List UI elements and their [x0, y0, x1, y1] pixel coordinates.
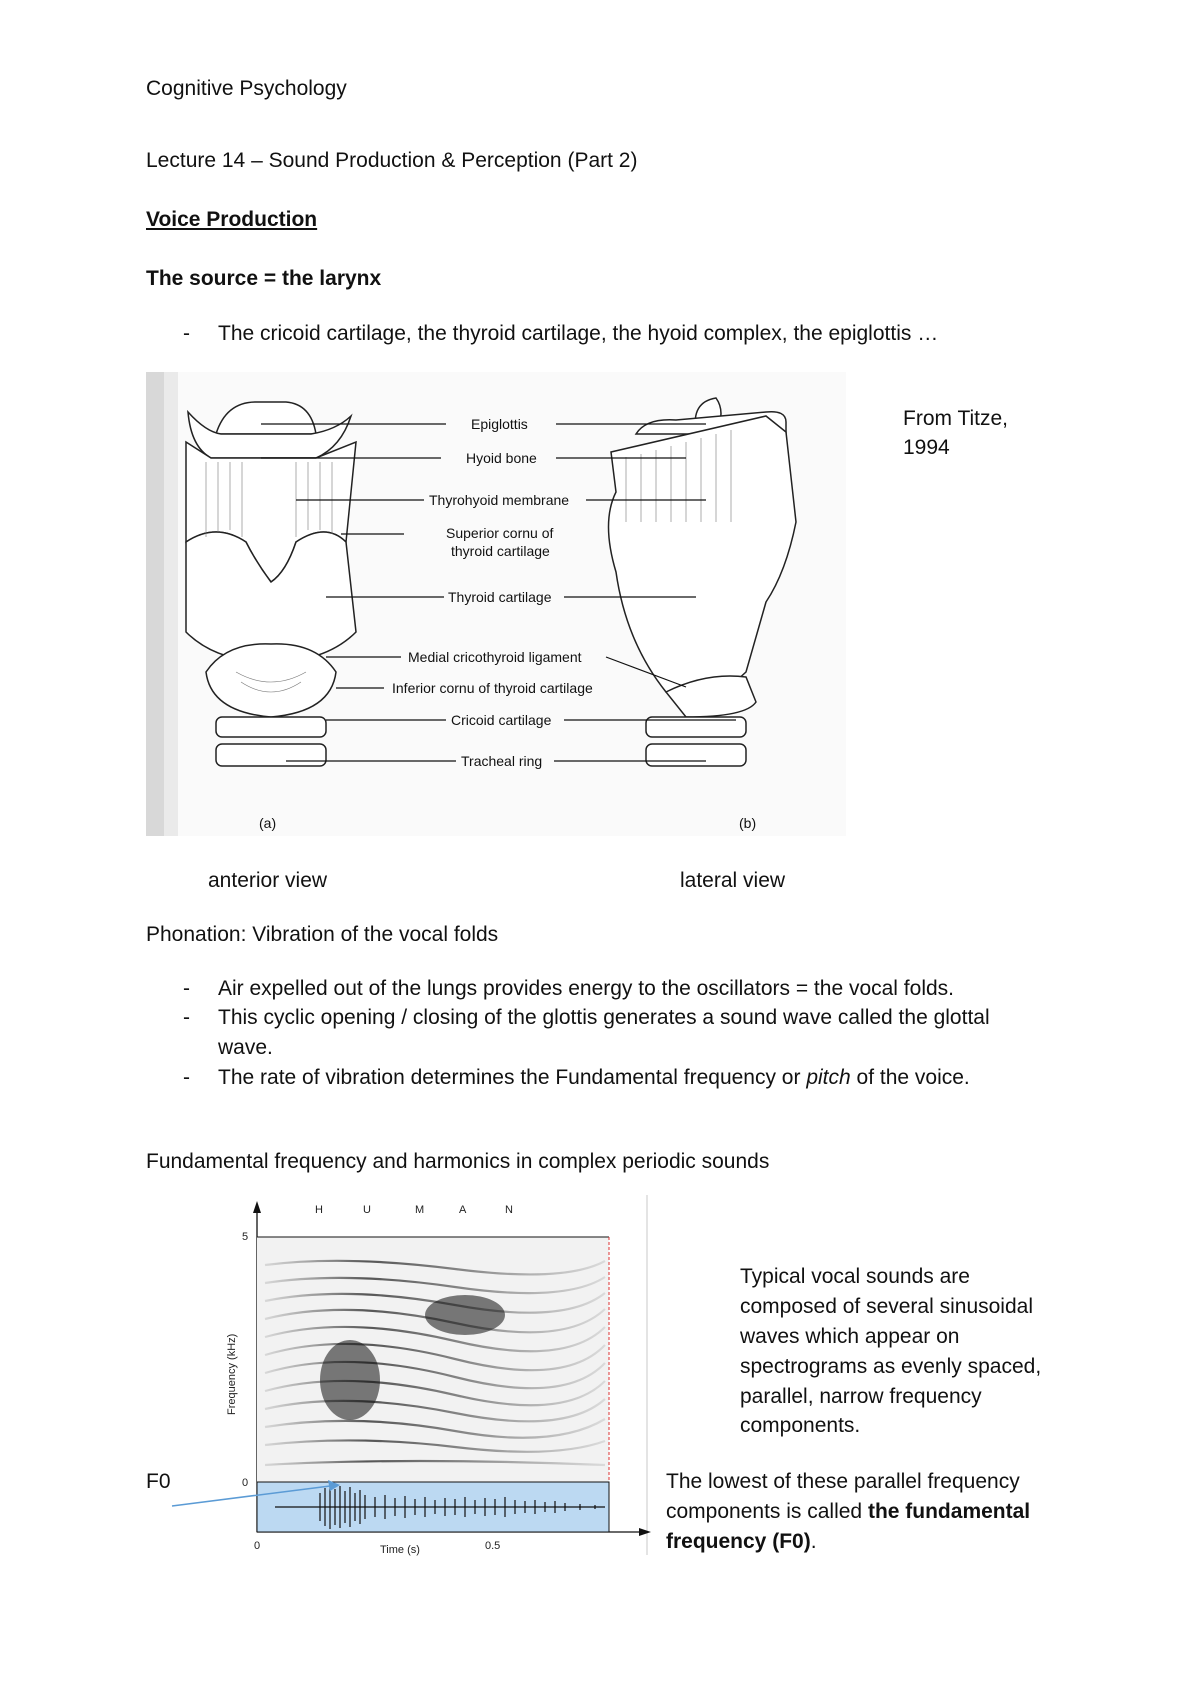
label-hyoid-bone: Hyoid bone: [466, 450, 537, 466]
course-title: Cognitive Psychology: [146, 77, 347, 100]
lowest-line2-text: components is called: [666, 1500, 863, 1523]
y-tick-5: 5: [242, 1231, 249, 1243]
description-line3: waves which appear on: [740, 1325, 960, 1348]
label-inferior-cornu: Inferior cornu of thyroid cartilage: [392, 680, 593, 696]
f0-label: F0: [146, 1470, 171, 1493]
bullet-glottal-wave: This cyclic opening / closing of the glottis generates a sound wave called the glottal: [218, 1006, 990, 1029]
x-axis-label: Time (s): [380, 1544, 420, 1556]
x-axis-arrow: [639, 1528, 651, 1536]
label-epiglottis: Epiglottis: [471, 416, 528, 432]
bullet-rate-of-vibration: [218, 1063, 1048, 1093]
y-axis-arrow: [253, 1201, 261, 1213]
description-line2: composed of several sinusoidal: [740, 1295, 1033, 1318]
letter-h: H: [315, 1204, 323, 1216]
label-thyroid-cartilage: Thyroid cartilage: [448, 589, 552, 605]
bullet-larynx-parts: The cricoid cartilage, the thyroid cartilage, the hyoid complex, the epiglottis …: [218, 322, 939, 345]
rate-text-end: of the voice.: [856, 1066, 970, 1089]
bullet-glottal-wave-cont: wave.: [218, 1036, 273, 1059]
figure-source-line1: From Titze,: [903, 407, 1009, 430]
lowest-line2-bold: the fundamental: [867, 1500, 1031, 1523]
label-superior-cornu-2: thyroid cartilage: [451, 543, 550, 559]
label-thyrohyoid-membrane: Thyrohyoid membrane: [429, 492, 570, 508]
label-tracheal-ring: Tracheal ring: [461, 753, 543, 769]
lowest-line2: [666, 1497, 1030, 1527]
section-title: Voice Production: [146, 208, 318, 231]
bullet-dash: -: [183, 1006, 190, 1029]
rate-text: The rate of vibration determines the Fundamental frequency or: [218, 1066, 801, 1089]
letter-m: M: [415, 1204, 425, 1216]
letter-a: A: [459, 1204, 467, 1216]
figure-source-line2: 1994: [903, 436, 950, 459]
label-medial-cricothyroid-ligament: Medial cricothyroid ligament: [408, 649, 582, 665]
larynx-figure: [146, 372, 846, 836]
caption-anterior-view: anterior view: [208, 869, 328, 892]
description-line4: spectrograms as evenly spaced,: [740, 1355, 1042, 1378]
bullet-air-expelled: Air expelled out of the lungs provides energy to the oscillators = the vocal folds.: [218, 977, 955, 1000]
fundamental-title: Fundamental frequency and harmonics in complex periodic sounds: [146, 1150, 770, 1173]
lowest-line3: [666, 1527, 817, 1557]
description-line5: parallel, narrow frequency: [740, 1385, 982, 1408]
x-tick-0: 0: [254, 1540, 261, 1552]
f0-arrow: [170, 1476, 350, 1516]
label-cricoid-cartilage: Cricoid cartilage: [451, 712, 552, 728]
lowest-line1: The lowest of these parallel frequency: [666, 1470, 1020, 1493]
bullet-dash: -: [183, 1066, 190, 1089]
x-tick-0-5: 0.5: [485, 1540, 501, 1552]
bullet-dash: -: [183, 322, 190, 345]
lowest-line3-bold: frequency (F0): [666, 1530, 811, 1553]
bullet-dash: -: [183, 977, 190, 1000]
y-axis-label: Frequency (kHz): [226, 1333, 238, 1415]
phonation-title: Phonation: Vibration of the vocal folds: [146, 923, 499, 946]
label-panel-b: (b): [739, 815, 757, 831]
lowest-line3-end: .: [810, 1530, 817, 1553]
label-superior-cornu-1: Superior cornu of: [446, 525, 554, 541]
y-tick-0: 0: [242, 1477, 249, 1489]
section-subtitle: The source = the larynx: [146, 267, 382, 290]
description-line1: Typical vocal sounds are: [740, 1265, 970, 1288]
label-panel-a: (a): [259, 815, 277, 831]
caption-lateral-view: lateral view: [680, 869, 786, 892]
lecture-title: Lecture 14 – Sound Production & Perception (Part 2): [146, 149, 638, 172]
letter-u: U: [363, 1204, 371, 1216]
pitch-italic: pitch: [806, 1066, 851, 1089]
description-line6: components.: [740, 1414, 861, 1437]
letter-n: N: [505, 1204, 513, 1216]
